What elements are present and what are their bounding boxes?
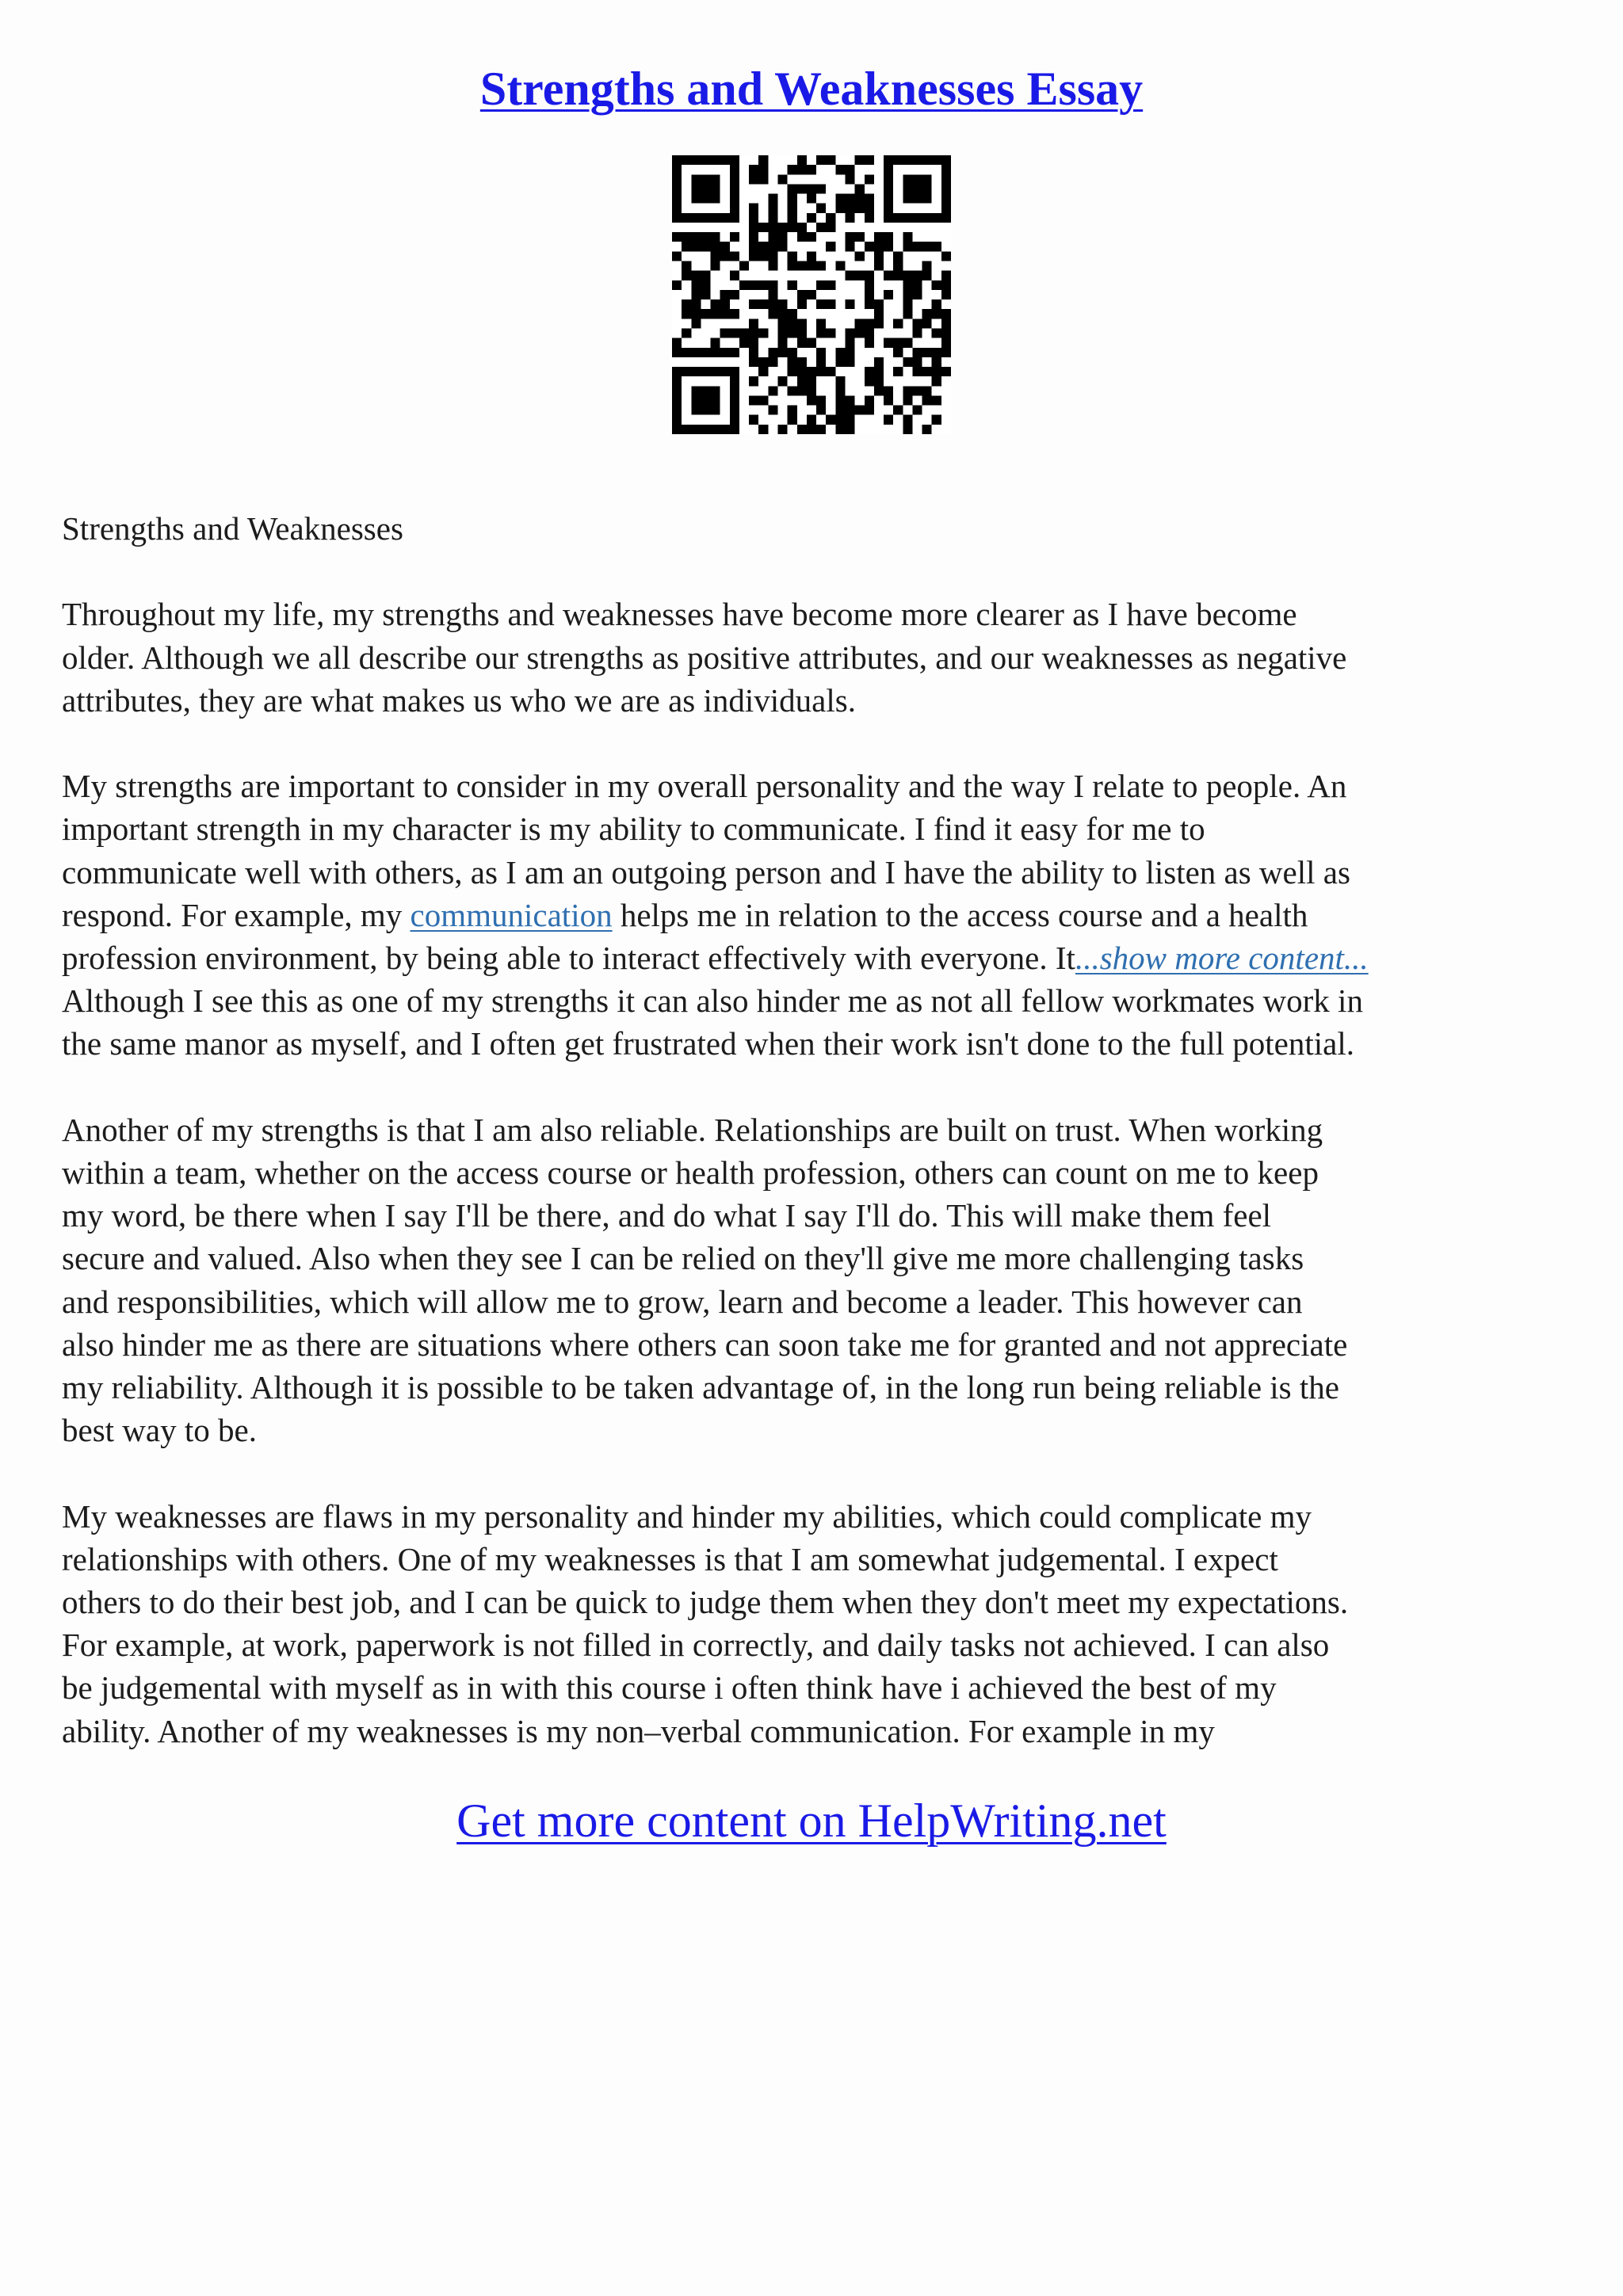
paragraph-1 — [62, 593, 1568, 722]
paragraph-line: best way to be. — [62, 1412, 257, 1449]
line-text: helps me in relation to the access course and a health — [612, 896, 1308, 933]
paragraph-line: My strengths are important to consider in my overall personality and the way I relate to people. An — [62, 768, 1347, 805]
document-title — [0, 57, 1623, 120]
footer — [0, 1789, 1623, 1852]
line-text: profession environment, by being able to interact effectively with everyone. It — [62, 940, 1075, 976]
essay-body — [62, 507, 1568, 1795]
paragraph-4 — [62, 1495, 1568, 1753]
paragraph-line: others to do their best job, and I can be quick to judge them when they don't meet my expectations. — [62, 1584, 1349, 1621]
qr-code-icon — [672, 155, 951, 434]
get-more-content-link[interactable]: Get more content on HelpWriting.net — [456, 1794, 1167, 1847]
paragraph-line: My weaknesses are flaws in my personality and hinder my abilities, which could complicate my — [62, 1497, 1312, 1535]
title-link[interactable]: Strengths and Weaknesses Essay — [479, 63, 1144, 115]
paragraph-line: also hinder me as there are situations where others can soon take me for granted and not appreciate — [62, 1325, 1348, 1363]
paragraph-line: For example, at work, paperwork is not filled in correctly, and daily tasks not achieved. I can also — [62, 1627, 1330, 1664]
paragraph-line: attributes, they are what makes us who we are as individuals. — [62, 681, 856, 719]
line-text: respond. For example, my — [62, 896, 411, 933]
paragraph-line: communicate well with others, as I am an outgoing person and I have the ability to listen as well as — [62, 853, 1350, 891]
paragraph-line: secure and valued. Also when they see I can be relied on they'll give me more challenging tasks — [62, 1240, 1304, 1277]
paragraph-line: my reliability. Although it is possible to be taken advantage of, in the long run being reliable is the — [62, 1369, 1339, 1406]
paragraph-line: Another of my strengths is that I am also reliable. Relationships are built on trust. When working — [62, 1111, 1323, 1148]
show-more-link[interactable]: ...show more content... — [1075, 940, 1369, 976]
paragraph-line: relationships with others. One of my weaknesses is that I am somewhat judgemental. I expect — [62, 1540, 1278, 1577]
paragraph-line: important strength in my character is my ability to communicate. I find it easy for me to — [62, 810, 1205, 848]
paragraph-line — [62, 936, 1568, 979]
paragraph-3 — [62, 1108, 1568, 1452]
paragraph-line: older. Although we all describe our strengths as positive attributes, and our weaknesses as negative — [62, 639, 1347, 676]
paragraph-line: within a team, whether on the access course or health profession, others can count on me to keep — [62, 1154, 1319, 1191]
paragraph-2 — [62, 765, 1568, 1065]
paragraph-line: my word, be there when I say I'll be there, and do what I say I'll do. This will make them feel — [62, 1197, 1272, 1234]
paragraph-line: be judgemental with myself as in with this course i often think have i achieved the best of my — [62, 1669, 1277, 1707]
paragraph-line: Throughout my life, my strengths and weaknesses have become more clearer as I have become — [62, 596, 1297, 633]
paragraph-line: Although I see this as one of my strengths it can also hinder me as not all fellow workmates work in — [62, 982, 1363, 1020]
paragraph-line: ability. Another of my weaknesses is my non–verbal communication. For example in my — [62, 1712, 1215, 1749]
paragraph-line: the same manor as myself, and I often get frustrated when their work isn't done to the full potential. — [62, 1025, 1354, 1062]
paragraph-line — [62, 894, 1568, 936]
communication-link[interactable]: communication — [410, 896, 613, 933]
essay-heading: Strengths and Weaknesses — [62, 510, 403, 547]
paragraph-line: and responsibilities, which will allow me to grow, learn and become a leader. This however can — [62, 1283, 1303, 1320]
